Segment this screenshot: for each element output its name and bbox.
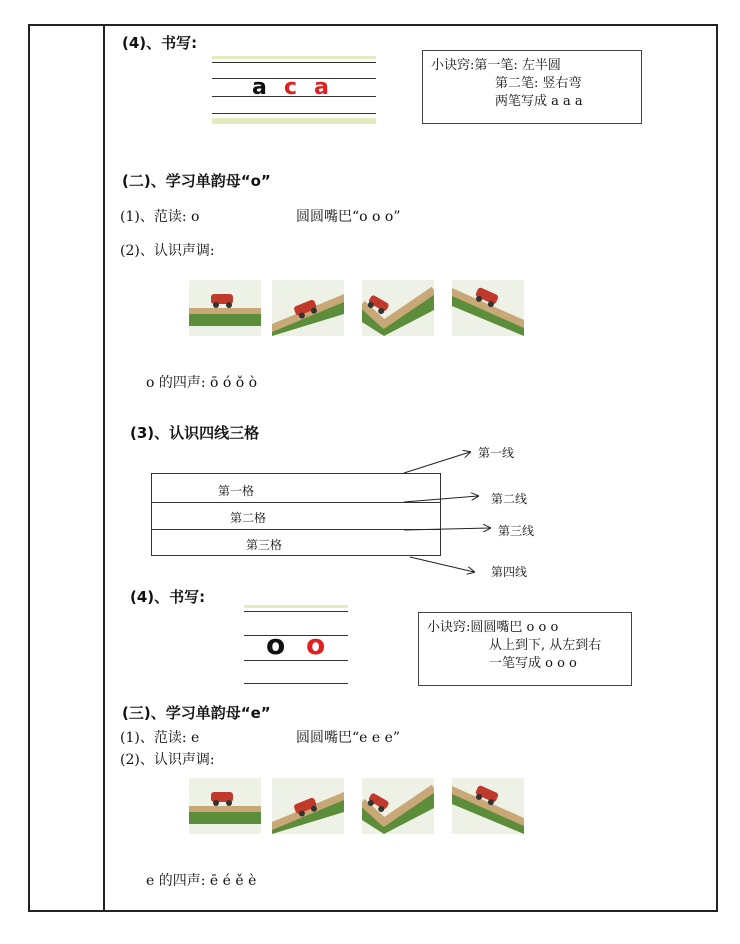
grid-cell-3: 第三格 — [246, 538, 283, 552]
section-o-grid-heading: (3)、认识四线三格 — [130, 424, 260, 442]
column-divider — [103, 24, 105, 912]
section-o-tones: o 的四声: ō ó ǒ ò — [146, 375, 258, 391]
car-on-road-dip-rise-icon — [362, 778, 434, 834]
tip-o-label: 小诀窍: — [427, 620, 471, 635]
section-o-tone-label: (2)、认识声调: — [120, 243, 215, 259]
section-e-tones: e 的四声: ē é ě è — [146, 873, 257, 889]
grid-arrows — [400, 440, 510, 580]
tip-o-line-2: 从上到下, 从左到右 — [489, 638, 602, 653]
letter-o-black: o — [266, 628, 286, 661]
tip-label: 小诀窍: — [431, 58, 475, 73]
grid-cell-2: 第二格 — [230, 511, 267, 525]
section-o-read-phrase: 圆圆嘴巴“o o o” — [296, 209, 401, 225]
tip-line-3: 两笔写成 a a a — [495, 94, 583, 109]
section-e-heading: (三)、学习单韵母“e” — [122, 704, 271, 722]
tip-box-a — [422, 50, 642, 124]
section-o-read-label: (1)、范读: o — [120, 209, 200, 225]
section-a-writing-heading: (4)、书写: — [122, 34, 198, 52]
tip-o-line-1: 圆圆嘴巴 o o o — [470, 620, 559, 635]
section-e-read-phrase: 圆圆嘴巴“e e e” — [296, 730, 401, 746]
tip-o-line-3: 一笔写成 o o o — [489, 656, 577, 671]
tip-box-o — [418, 612, 632, 686]
car-on-road-falling-icon — [452, 778, 524, 834]
car-on-road-rising-icon — [272, 778, 344, 834]
car-on-road-dip-rise-icon — [362, 280, 434, 336]
section-o-writing-heading: (4)、书写: — [130, 588, 206, 606]
letter-a-black: a — [252, 75, 267, 100]
grid-line-4-label: 第四线 — [491, 565, 528, 579]
car-on-road-flat-icon — [189, 778, 261, 834]
car-on-road-flat-icon — [189, 280, 261, 336]
letter-c-red: c — [284, 75, 298, 100]
section-e-read-label: (1)、范读: e — [120, 730, 200, 746]
car-on-road-falling-icon — [452, 280, 524, 336]
section-o-heading: (二)、学习单韵母“o” — [122, 172, 271, 190]
tip-line-1: 第一笔: 左半圆 — [474, 58, 561, 73]
car-on-road-rising-icon — [272, 280, 344, 336]
grid-cell-1: 第一格 — [218, 484, 255, 498]
grid-line-3-label: 第三线 — [498, 524, 535, 538]
letter-a-red: a — [314, 75, 329, 100]
tip-line-2: 第二笔: 竖右弯 — [495, 76, 582, 91]
grid-line-2-label: 第二线 — [491, 492, 528, 506]
section-e-tone-label: (2)、认识声调: — [120, 752, 215, 768]
letter-o-red: o — [306, 628, 326, 661]
grid-line-1-label: 第一线 — [478, 446, 515, 460]
